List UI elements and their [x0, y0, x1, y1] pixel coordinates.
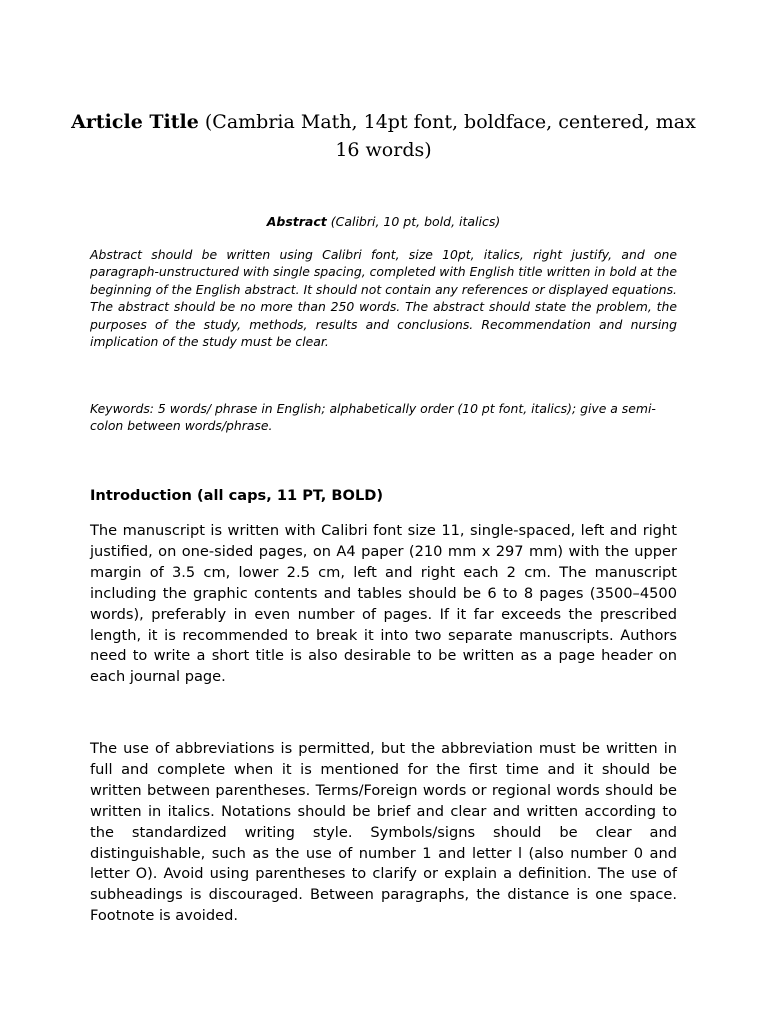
article-title	[60, 108, 707, 164]
abstract-heading-bold: Abstract	[266, 214, 327, 229]
abstract-heading-instructions: (Calibri, 10 pt, bold, italics)	[326, 214, 501, 229]
abstract-heading	[90, 213, 677, 231]
article-title-bold: Article Title	[71, 111, 199, 133]
introduction-paragraph: The manuscript is written with Calibri font size 11, single-spaced, left and right justified, on one-sided pages, on A4 paper (210 mm x 297 mm) with the upper margin of 3.5 cm, lower 2.5 cm, left and right each 2 cm. The manuscript including the graphic contents and tables should be 6 to 8 pages (3500–4500 words), preferably in even number of pages. If it far exceeds the prescribed length, it is recommended to break it into two separate manuscripts. Authors need to write a short title is also desirable to be written as a page header on each journal page.	[90, 522, 677, 686]
keywords: Keywords: 5 words/ phrase in English; alphabetically order (10 pt font, italics); give a semi-colon between words/phrase.	[90, 401, 656, 434]
article-title-instructions: (Cambria Math, 14pt font, boldface, centered, max 16 words)	[198, 111, 696, 161]
introduction-paragraph: The use of abbreviations is permitted, but the abbreviation must be written in full and complete when it is mentioned for the first time and it should be written between parentheses. Terms/Foreign words or regional words should be written in italics. Notations should be brief and clear and written according to the standardized writing style. Symbols/signs should be clear and distinguishable, such as the use of number 1 and letter l (also number 0 and letter O). Avoid using parentheses to clarify or explain a definition. The use of subheadings is discouraged. Between paragraphs, the distance is one space. Footnote is avoided.	[90, 740, 677, 925]
introduction-heading: Introduction (all caps, 11 PT, BOLD)	[90, 487, 384, 504]
abstract-body: Abstract should be written using Calibri font, size 10pt, italics, right justify, and one paragraph-unstructured with single spacing, completed with English title written in bold at the beginning of the English abstract. It should not contain any references or displayed equations. The abstract should be no more than 250 words. The abstract should state the problem, the purposes of the study, methods, results and conclusions. Recommendation and nursing implication of the study must be clear.	[90, 247, 677, 350]
